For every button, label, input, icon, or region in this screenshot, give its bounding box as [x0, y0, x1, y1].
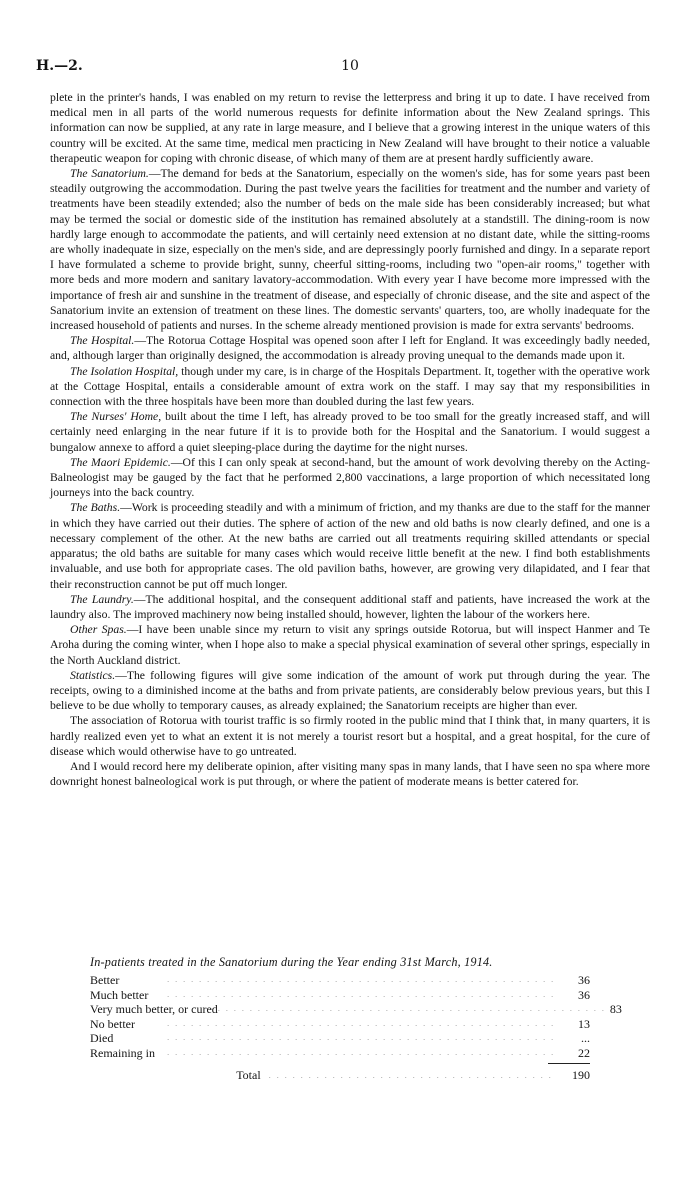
table-row [90, 973, 590, 988]
leader-dots: ................................................. [167, 975, 560, 984]
section-heading: The Baths. [70, 501, 121, 515]
row-label: No better [90, 1016, 135, 1031]
total-label: Total [236, 1068, 261, 1082]
row-label: Died [90, 1031, 114, 1045]
row-value: 22 [578, 1045, 590, 1060]
row-value: 36 [578, 973, 590, 987]
total-rule [548, 1063, 590, 1064]
section-heading: The Maori Epidemic. [70, 455, 171, 469]
row-value: ... [581, 1031, 590, 1045]
page-number: 10 [341, 58, 359, 74]
row-label: Remaining in [90, 1045, 155, 1060]
paragraph-hospital: The Hospital.—The Rotorua Cottage Hospital was opened soon after I left for England. It was exceedingly badly needed, and, although larger than originally designed, the accommodation is already proving unequal to the demands made upon it. [50, 334, 650, 363]
row-value: 13 [578, 1016, 590, 1031]
leader-dots: ................................................. [167, 989, 560, 999]
row-label: Very much better, or cured [90, 1002, 218, 1016]
table-row [90, 1031, 590, 1046]
report-body [50, 90, 650, 789]
row-value: 36 [578, 987, 590, 1002]
total-value: 190 [572, 1068, 590, 1082]
row-value: 83 [609, 1002, 622, 1016]
table-row [90, 1046, 590, 1061]
leader-dots: ................................................. [167, 1033, 560, 1042]
report-reference: H.—2. [36, 58, 83, 74]
leader-dots: ................................................. [167, 1018, 560, 1028]
paragraph-association: The association of Rotorua with tourist traffic is so firmly rooted in the public mind that I think that, in many quarters, it is hardly realized even yet to what an extent it is not merely a tourist resort but a hospital, and a great hospital, for the cure of disease which would otherwise have to go untreated. [50, 714, 650, 758]
table-total-row [90, 1068, 590, 1083]
paragraph-opinion: And I would record here my deliberate opinion, after visiting many spas in many lands, that I have seen no spa where more downright honest balneological work is put through, or where the patient of moderate means is better catered for. [50, 759, 650, 789]
section-heading: Statistics. [70, 668, 116, 682]
section-heading: The Nurses' Home, [70, 410, 162, 424]
table-row [90, 988, 590, 1003]
paragraph-sanatorium: The Sanatorium.—The demand for beds at the Sanatorium, especially on the women's side, has for some years past been steadily outgrowing the accommodation. During the past twelve years the facilities for treatment and the number and variety of treatments have been steadily extended; also the number of beds on the male side has been considerably increased; but what may be termed the social or domestic side of the institution has remained absolutely at a standstill. The dining-room is now hardly large enough to accommodate the patients, and will certainly need extension at no distant date, while the sitting-rooms are wholly inadequate in size, especially on the men's side, and are depressingly poorly furnished and dingy. In a separate report I have formulated a scheme to provide bright, sunny, cheerful sitting-rooms, including two "open-air rooms," together with more beds and more modern and sanitary lavatory-accommodation. With every year I have become more impressed with the importance of fresh air and sunshine in the treatment of disease, and especially of chronic disease, and the site and aspect of the Sanatorium invite an extension of treatment on these lines. The domestic servants' quarters, too, are wholly inadequate for the increased household of patients and nurses. In the scheme already mentioned provision is made for extra servants' bedrooms. [50, 167, 650, 333]
paragraph-other-spas: Other Spas.—I have been unable since my return to visit any springs outside Rotorua, but will inspect Hanmer and Te Aroha during the coming winter, when I hope also to make a special physical examination of several other springs, especially in the North Auckland district. [50, 623, 650, 667]
paragraph-nurses-home: The Nurses' Home, built about the time I left, has already proved to be too small for the greatly increased staff, and will certainly need enlarging in the near future if it is to provide both for the Hospital and the Sanatorium. I would suggest a bungalow annexe to afford a quiet sleeping-place during the daytime for the night nurses. [50, 410, 650, 454]
paragraph-isolation-hospital: The Isolation Hospital, though under my care, is in charge of the Hospitals Department. It, together with the operative work at the Cottage Hospital, entails a considerable amount of extra work on the staff. I may say that my responsibilities in connection with the three hospitals have been more than doubled during the last few years. [50, 364, 650, 409]
table-row [90, 1017, 590, 1032]
section-heading: The Laundry. [70, 592, 134, 606]
table-title: In-patients treated in the Sanatorium during the Year ending 31st March, 1914. [90, 955, 493, 969]
row-label: Much better [90, 987, 149, 1002]
inpatients-table [90, 955, 622, 1083]
paragraph-statistics: Statistics.—The following figures will give some indication of the amount of work put through during the year. The receipts, owing to a diminished income at the baths and from private patients, are considerably below previous years, but this I believe to be due wholly to temporary causes, as already explained; the Sanatorium receipts are higher than ever. [50, 668, 650, 713]
section-heading: The Isolation Hospital, [70, 364, 179, 378]
row-label: Better [90, 973, 120, 987]
leader-dots: ................................................. [217, 1004, 610, 1013]
section-heading: Other Spas. [70, 623, 127, 637]
leader-dots: .................................... [268, 1071, 557, 1080]
section-heading: The Hospital. [70, 334, 135, 348]
table-row [90, 1002, 622, 1017]
paragraph-intro: plete in the printer's hands, I was enabled on my return to revise the letterpress and bring it up to date. I have received from medical men in all parts of the world numerous requests for definite information about the New Zealand springs. This information can now be supplied, at any rate in large measure, and I believe that a growing interest in the unique waters of this country will be excited. At the same time, medical men practicing in New Zealand will have brought to their notice a valuable therapeutic weapon for coping with chronic disease, of which many of them are at present hardly sufficiently aware. [50, 91, 650, 165]
paragraph-maori-epidemic: The Maori Epidemic.—Of this I can only speak at second-hand, but the amount of work devolving thereby on the Acting-Balneologist may be gauged by the fact that he performed 2,800 vaccinations, a large proportion of which necessitated long journeys into the back country. [50, 455, 650, 500]
page-header [36, 58, 664, 78]
section-heading: The Sanatorium. [70, 167, 149, 181]
leader-dots: ................................................. [167, 1047, 560, 1057]
paragraph-baths: The Baths.—Work is proceeding steadily and with a minimum of friction, and my thanks are due to the staff for the manner in which they have carried out their duties. The sphere of action of the new and old baths is now clearly defined, and one is a necessary complement of the other. At the new baths are carried out all treatments requiring skilled attendants or special apparatus; the old baths are suitable for many cases which would receive little benefit at the new. I find both establishments invaluable, and use both for appropriate cases. The old pavilion baths, however, are growing very dilapidated, and I fear that their reconstruction cannot be put off much longer. [50, 501, 650, 591]
paragraph-laundry: The Laundry.—The additional hospital, and the consequent additional staff and patients, have increased the work at the laundry also. The improved machinery now being installed should, however, lighten the labour of the workers here. [50, 592, 650, 621]
